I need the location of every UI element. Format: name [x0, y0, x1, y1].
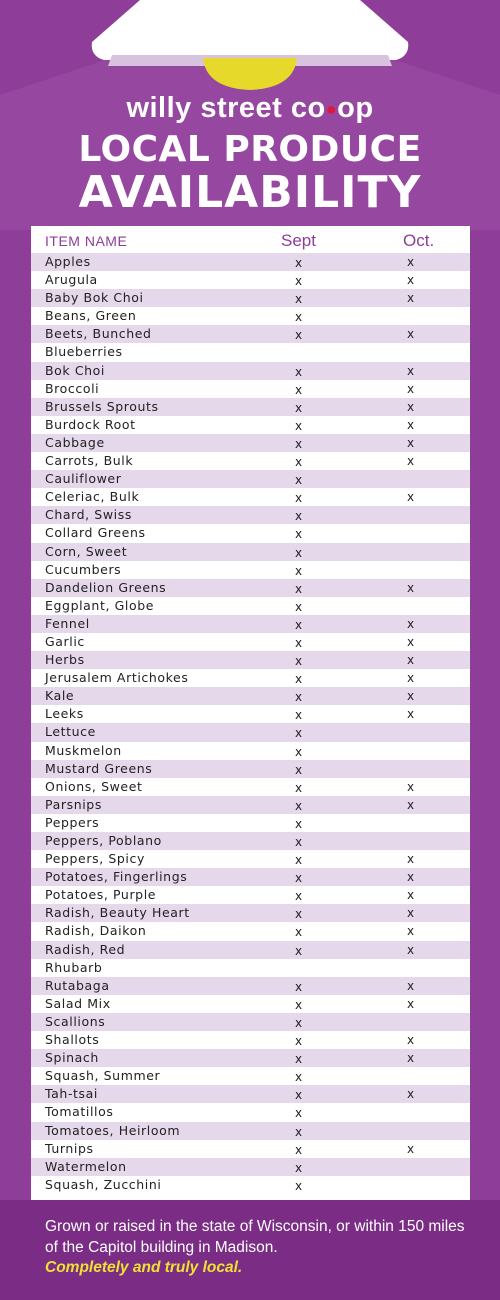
- table-header: [31, 226, 470, 254]
- sept-mark: x: [295, 654, 303, 669]
- item-name: Potatoes, Purple: [45, 887, 157, 903]
- oct-mark: x: [407, 490, 415, 505]
- sept-mark: x: [295, 907, 303, 922]
- item-name: Baby Bok Choi: [45, 290, 144, 306]
- oct-mark: x: [407, 291, 415, 306]
- item-name: Mustard Greens: [45, 760, 153, 776]
- item-name: Tomatillos: [45, 1104, 114, 1120]
- sept-mark: x: [295, 871, 303, 886]
- table-row: [31, 543, 470, 561]
- table-row: [31, 1122, 470, 1140]
- sept-mark: x: [295, 635, 303, 650]
- sept-mark: x: [295, 310, 303, 325]
- oct-mark: x: [407, 399, 415, 414]
- sept-mark: x: [295, 943, 303, 958]
- sept-mark: x: [295, 762, 303, 777]
- item-name: Chard, Swiss: [45, 507, 132, 523]
- sept-mark: x: [295, 1052, 303, 1067]
- sept-mark: x: [295, 816, 303, 831]
- table-row: [31, 1085, 470, 1103]
- lamp-icon: [0, 0, 500, 100]
- item-name: Bok Choi: [45, 362, 106, 378]
- item-name: Squash, Zucchini: [45, 1176, 162, 1192]
- item-name: Corn, Sweet: [45, 543, 128, 559]
- table-row: [31, 416, 470, 434]
- oct-mark: x: [407, 707, 415, 722]
- table-row: [31, 814, 470, 832]
- table-row: [31, 850, 470, 868]
- sept-mark: x: [295, 509, 303, 524]
- item-name: Rutabaga: [45, 977, 110, 993]
- item-name: Burdock Root: [45, 416, 136, 432]
- table-row: [31, 1031, 470, 1049]
- table-row: [31, 742, 470, 760]
- item-name: Shallots: [45, 1032, 100, 1048]
- table-row: [31, 959, 470, 977]
- sept-mark: x: [295, 835, 303, 849]
- oct-mark: x: [407, 888, 415, 903]
- item-name: Herbs: [45, 652, 85, 668]
- column-header-item-name: ITEM NAME: [45, 233, 128, 249]
- sept-mark: x: [295, 274, 303, 289]
- sept-mark: x: [295, 400, 303, 415]
- table-row: [31, 796, 470, 814]
- item-name: Arugula: [45, 272, 98, 288]
- item-name: Jerusalem Artichokes: [45, 670, 189, 686]
- table-row: [31, 615, 470, 633]
- table-body: [31, 253, 470, 1194]
- item-name: Muskmelon: [45, 742, 122, 758]
- sept-mark: x: [295, 364, 303, 379]
- item-name: Onions, Sweet: [45, 778, 143, 794]
- sept-mark: x: [295, 798, 303, 813]
- sept-mark: x: [295, 617, 303, 632]
- item-name: Radish, Daikon: [45, 923, 147, 939]
- table-row: [31, 669, 470, 687]
- sept-mark: x: [295, 979, 303, 994]
- table-row: [31, 941, 470, 959]
- oct-mark: x: [407, 689, 415, 704]
- footer-tagline: Completely and truly local.: [45, 1259, 243, 1276]
- sept-mark: x: [295, 436, 303, 451]
- oct-mark: x: [407, 616, 415, 631]
- oct-mark: x: [407, 779, 415, 794]
- sept-mark: x: [295, 853, 303, 868]
- table-row: [31, 470, 470, 488]
- oct-mark: x: [407, 906, 415, 921]
- item-name: Cauliflower: [45, 471, 122, 487]
- item-name: Collard Greens: [45, 525, 146, 541]
- item-name: Peppers, Poblano: [45, 833, 162, 848]
- oct-mark: x: [407, 653, 415, 668]
- table-row: [31, 723, 470, 741]
- oct-mark: x: [407, 634, 415, 649]
- sept-mark: x: [295, 455, 303, 470]
- table-row: [31, 1013, 470, 1031]
- page-title-line1: LOCAL PRODUCE: [78, 129, 422, 170]
- oct-mark: x: [407, 1051, 415, 1066]
- sept-mark: x: [295, 545, 303, 560]
- item-name: Peppers: [45, 814, 100, 830]
- item-name: Squash, Summer: [45, 1068, 161, 1084]
- table-row: [31, 651, 470, 669]
- oct-mark: x: [407, 417, 415, 432]
- sept-mark: x: [295, 889, 303, 904]
- table-row: [31, 922, 470, 940]
- item-name: Spinach: [45, 1050, 99, 1066]
- sept-mark: x: [295, 328, 303, 343]
- table-row: [31, 633, 470, 651]
- sept-mark: x: [295, 780, 303, 795]
- table-row: [31, 488, 470, 506]
- item-name: Blueberries: [45, 344, 123, 360]
- table-row: [31, 705, 470, 723]
- oct-mark: x: [407, 435, 415, 450]
- sept-mark: x: [295, 1088, 303, 1103]
- item-name: Celeriac, Bulk: [45, 489, 140, 505]
- table-row: [31, 561, 470, 579]
- oct-mark: x: [407, 580, 415, 595]
- table-row: [31, 1176, 470, 1194]
- oct-mark: x: [407, 363, 415, 378]
- oct-mark: x: [407, 870, 415, 885]
- item-name: Eggplant, Globe: [45, 597, 155, 613]
- table-row: [31, 253, 470, 271]
- table-row: [31, 524, 470, 542]
- brand-logo: willy street co●op: [126, 92, 374, 124]
- table-row: [31, 1103, 470, 1121]
- sept-mark: x: [295, 581, 303, 596]
- item-name: Potatoes, Fingerlings: [45, 869, 188, 885]
- item-name: Parsnips: [45, 796, 102, 812]
- table-row: [31, 1140, 470, 1158]
- sept-mark: x: [295, 997, 303, 1012]
- table-row: [31, 452, 470, 470]
- sept-mark: x: [295, 382, 303, 397]
- table-row: [31, 868, 470, 886]
- item-name: Peppers, Spicy: [45, 851, 145, 867]
- table-row: [31, 307, 470, 325]
- table-row: [31, 904, 470, 922]
- table-row: [31, 760, 470, 778]
- sept-mark: x: [295, 744, 303, 759]
- item-name: Leeks: [45, 706, 84, 722]
- item-name: Tah-tsai: [45, 1086, 99, 1102]
- item-name: Broccoli: [45, 380, 100, 396]
- item-name: Dandelion Greens: [45, 579, 167, 595]
- oct-mark: x: [407, 1087, 415, 1102]
- item-name: Tomatoes, Heirloom: [45, 1122, 181, 1138]
- oct-mark: x: [407, 978, 415, 993]
- heart-dot-icon: ●: [325, 98, 338, 119]
- oct-mark: x: [407, 924, 415, 939]
- table-row: [31, 1067, 470, 1085]
- oct-mark: x: [407, 1141, 415, 1156]
- oct-mark: x: [407, 996, 415, 1011]
- footer-band: [0, 1200, 500, 1300]
- oct-mark: x: [407, 327, 415, 342]
- item-name: Watermelon: [45, 1158, 127, 1174]
- item-name: Turnips: [45, 1140, 94, 1156]
- oct-mark: x: [407, 255, 415, 269]
- item-name: Cabbage: [45, 434, 105, 450]
- oct-mark: x: [407, 671, 415, 686]
- item-name: Lettuce: [45, 724, 96, 740]
- oct-mark: x: [407, 1033, 415, 1048]
- light-bulb-icon: [203, 58, 297, 90]
- oct-mark: x: [407, 381, 415, 396]
- table-row: [31, 1158, 470, 1176]
- item-name: Beans, Green: [45, 308, 137, 324]
- sept-mark: x: [295, 527, 303, 542]
- table-row: [31, 325, 470, 343]
- item-name: Fennel: [45, 615, 90, 631]
- table-row: [31, 343, 470, 361]
- footer-description: Grown or raised in the state of Wisconsin, or within 150 miles of the Capitol building in Madison.: [45, 1218, 465, 1256]
- table-row: [31, 398, 470, 416]
- sept-mark: x: [295, 672, 303, 687]
- table-row: [31, 362, 470, 380]
- item-name: Radish, Beauty Heart: [45, 905, 190, 921]
- sept-mark: x: [295, 1034, 303, 1049]
- produce-table: [31, 226, 470, 1200]
- item-name: Radish, Red: [45, 941, 126, 957]
- sept-mark: x: [295, 1142, 303, 1157]
- sept-mark: x: [295, 563, 303, 578]
- table-row: [31, 995, 470, 1013]
- sept-mark: x: [295, 726, 303, 741]
- sept-mark: x: [295, 1178, 303, 1193]
- table-row: [31, 380, 470, 398]
- sept-mark: x: [295, 1015, 303, 1030]
- table-row: [31, 687, 470, 705]
- item-name: Kale: [45, 688, 75, 704]
- item-name: Garlic: [45, 633, 85, 649]
- item-name: Scallions: [45, 1013, 106, 1029]
- sept-mark: x: [295, 925, 303, 940]
- sept-mark: x: [295, 599, 303, 614]
- table-row: [31, 289, 470, 307]
- table-row: [31, 1049, 470, 1067]
- table-row: [31, 597, 470, 615]
- sept-mark: x: [295, 418, 303, 433]
- sept-mark: x: [295, 690, 303, 705]
- sept-mark: x: [295, 473, 303, 488]
- sept-mark: x: [295, 1106, 303, 1121]
- sept-mark: x: [295, 1070, 303, 1085]
- page-title-line2: AVAILABILITY: [78, 167, 422, 218]
- table-row: [31, 434, 470, 452]
- sept-mark: x: [295, 292, 303, 307]
- oct-mark: x: [407, 852, 415, 867]
- column-header-sept: Sept: [281, 231, 316, 250]
- item-name: Beets, Bunched: [45, 326, 152, 342]
- table-row: [31, 506, 470, 524]
- item-name: Apples: [45, 254, 91, 269]
- oct-mark: x: [407, 797, 415, 812]
- oct-mark: x: [407, 273, 415, 288]
- sept-mark: x: [295, 1124, 303, 1139]
- table-row: [31, 977, 470, 995]
- sept-mark: x: [295, 708, 303, 723]
- table-row: [31, 271, 470, 289]
- item-name: Brussels Sprouts: [45, 398, 159, 414]
- item-name: Rhubarb: [45, 959, 103, 975]
- oct-mark: x: [407, 942, 415, 957]
- table-row: [31, 579, 470, 597]
- column-header-oct: Oct.: [403, 231, 435, 250]
- item-name: Carrots, Bulk: [45, 453, 134, 469]
- sept-mark: x: [295, 491, 303, 506]
- sept-mark: x: [295, 1160, 303, 1175]
- table-row: [31, 886, 470, 904]
- oct-mark: x: [407, 454, 415, 469]
- table-row: [31, 832, 470, 850]
- item-name: Salad Mix: [45, 995, 111, 1011]
- item-name: Cucumbers: [45, 561, 122, 577]
- sept-mark: x: [295, 256, 303, 270]
- table-row: [31, 778, 470, 796]
